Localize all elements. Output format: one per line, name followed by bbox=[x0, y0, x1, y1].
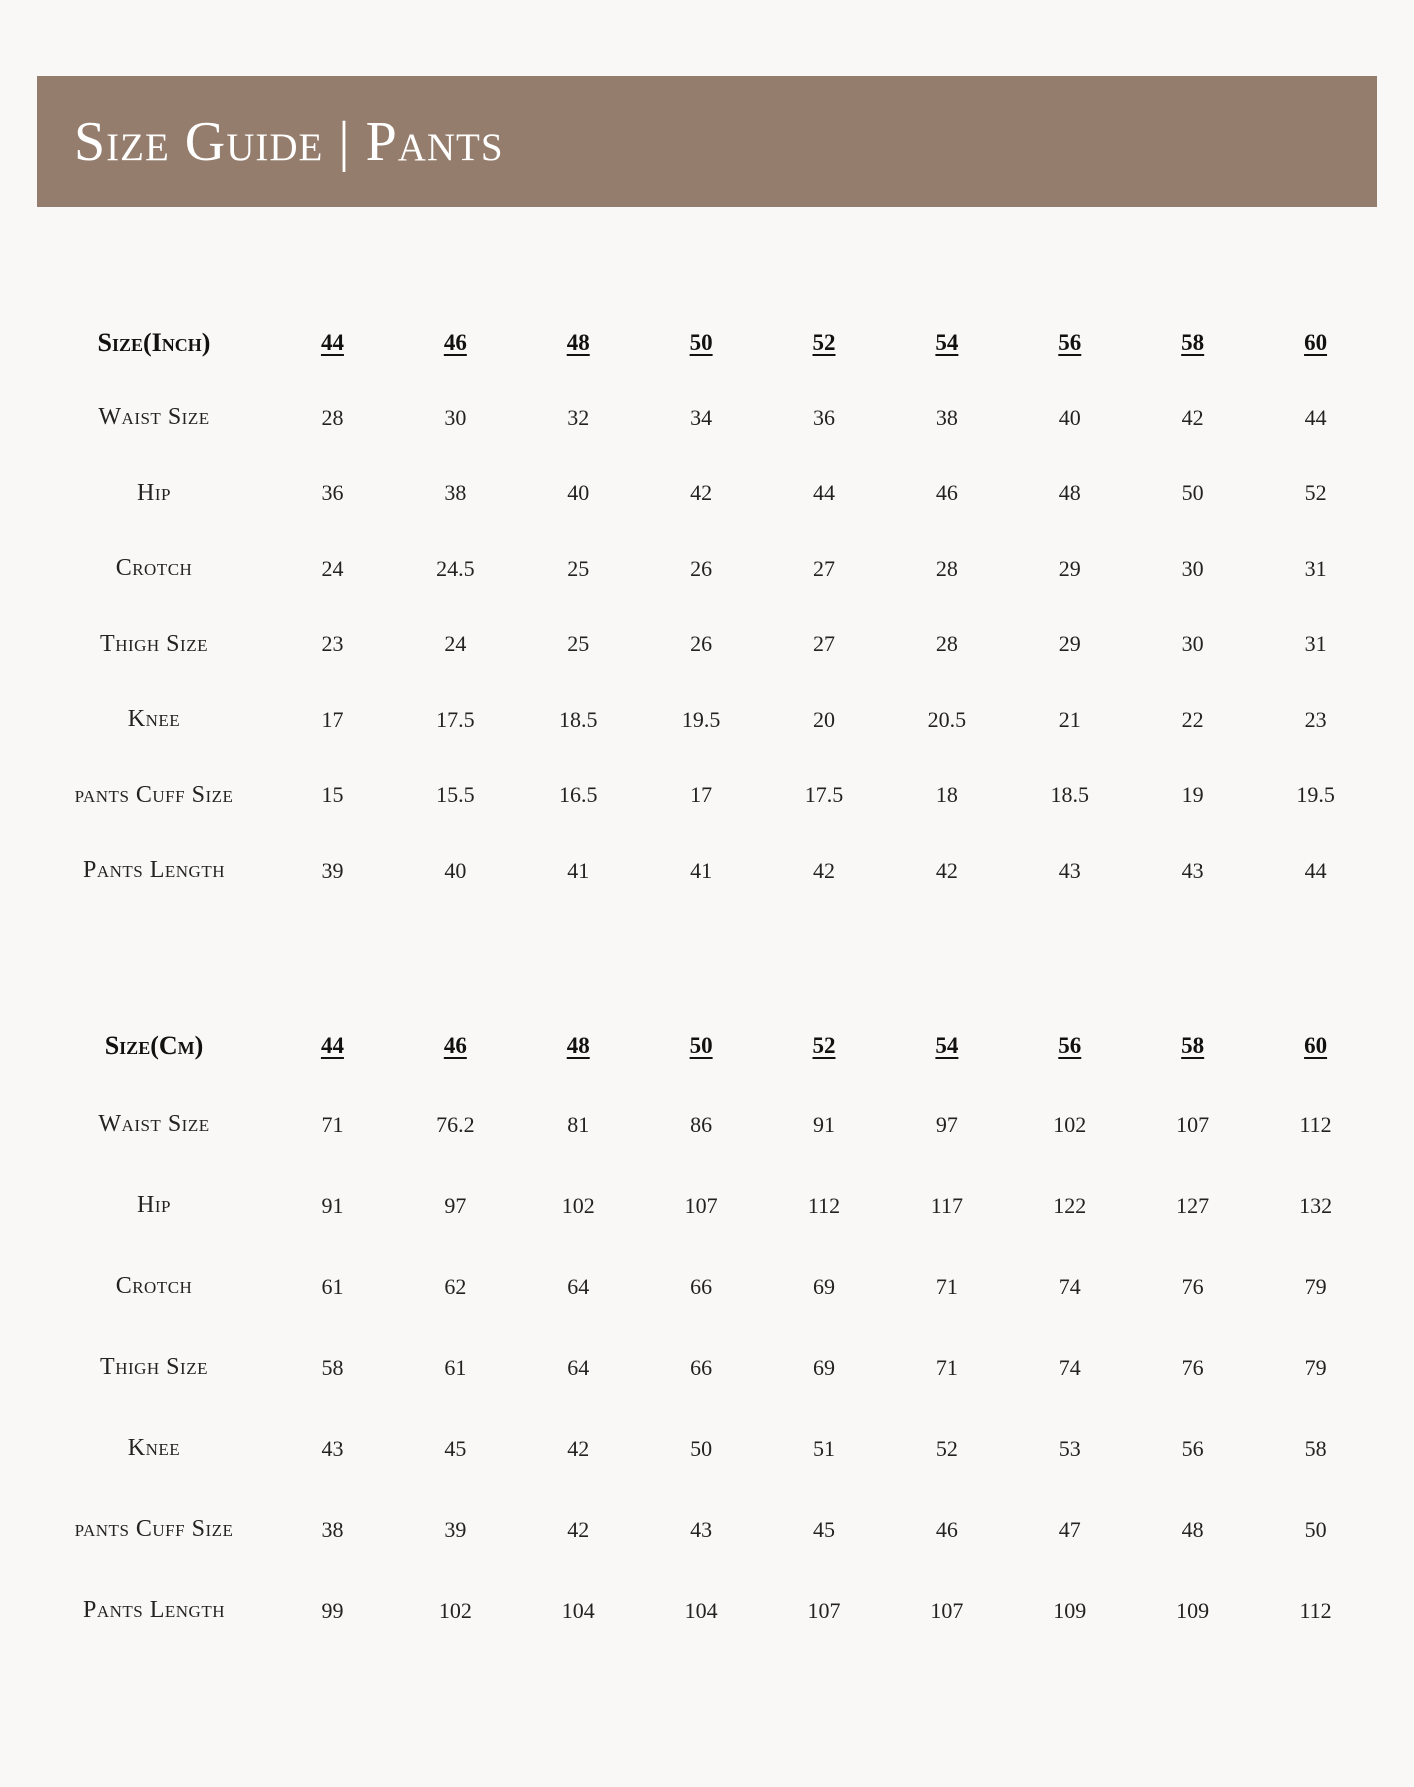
measurement-cell: 39 bbox=[444, 1516, 467, 1542]
measurement-cell: 22 bbox=[1181, 706, 1204, 732]
size-header-48: 48 bbox=[566, 329, 590, 355]
row-label: Pants Length bbox=[83, 1597, 225, 1623]
measurement-cell: 32 bbox=[567, 404, 590, 430]
row-label: Thigh Size bbox=[100, 1354, 208, 1380]
size-header-50: 50 bbox=[689, 329, 713, 355]
unit-label: Size(Inch) bbox=[97, 327, 211, 357]
measurement-cell: 44 bbox=[1304, 404, 1327, 430]
measurement-cell: 30 bbox=[1181, 555, 1204, 581]
measurement-cell: 18 bbox=[935, 782, 958, 808]
measurement-cell: 66 bbox=[690, 1354, 713, 1380]
size-header-50: 50 bbox=[689, 1033, 713, 1058]
measurement-cell: 50 bbox=[690, 1435, 713, 1461]
measurement-cell: 44 bbox=[1304, 857, 1327, 883]
measurement-cell: 50 bbox=[1181, 480, 1204, 506]
measurement-cell: 38 bbox=[321, 1516, 344, 1542]
measurement-cell: 102 bbox=[561, 1192, 595, 1218]
size-header-58: 58 bbox=[1181, 1033, 1205, 1058]
measurement-cell: 104 bbox=[561, 1597, 595, 1623]
measurement-cell: 58 bbox=[321, 1354, 344, 1380]
measurement-cell: 61 bbox=[444, 1354, 467, 1380]
measurement-cell: 36 bbox=[813, 404, 835, 430]
measurement-cell: 26 bbox=[690, 555, 713, 581]
table-row bbox=[37, 833, 1377, 909]
measurement-cell: 17 bbox=[321, 706, 344, 732]
row-label: Waist Size bbox=[98, 1111, 210, 1137]
table-header-row bbox=[37, 1008, 1377, 1084]
measurement-cell: 74 bbox=[1058, 1354, 1081, 1380]
measurement-cell: 19.5 bbox=[1296, 782, 1335, 808]
measurement-cell: 109 bbox=[1176, 1597, 1210, 1623]
size-header-52: 52 bbox=[812, 329, 836, 355]
measurement-cell: 42 bbox=[813, 857, 835, 883]
measurement-cell: 29 bbox=[1058, 555, 1081, 581]
measurement-cell: 71 bbox=[935, 1273, 958, 1299]
measurement-cell: 45 bbox=[444, 1435, 467, 1461]
measurement-cell: 40 bbox=[567, 480, 590, 506]
measurement-cell: 97 bbox=[935, 1111, 958, 1137]
measurement-cell: 97 bbox=[444, 1192, 467, 1218]
measurement-cell: 102 bbox=[438, 1597, 472, 1623]
header-banner bbox=[37, 76, 1377, 207]
measurement-cell: 41 bbox=[690, 857, 713, 883]
table-row bbox=[37, 1084, 1377, 1165]
size-header-46: 46 bbox=[443, 1033, 467, 1058]
measurement-cell: 31 bbox=[1304, 631, 1327, 657]
measurement-cell: 48 bbox=[1181, 1516, 1204, 1542]
measurement-cell: 42 bbox=[567, 1516, 590, 1542]
measurement-cell: 19.5 bbox=[681, 706, 721, 732]
row-label: Knee bbox=[127, 1435, 181, 1461]
measurement-cell: 23 bbox=[321, 631, 344, 657]
measurement-cell: 69 bbox=[813, 1354, 835, 1380]
row-label: Pants Length bbox=[83, 857, 225, 884]
measurement-cell: 42 bbox=[935, 857, 958, 883]
measurement-cell: 39 bbox=[321, 857, 344, 883]
measurement-cell: 20 bbox=[813, 706, 835, 732]
measurement-cell: 46 bbox=[935, 480, 958, 506]
size-header-56: 56 bbox=[1058, 329, 1082, 355]
measurement-cell: 69 bbox=[813, 1273, 835, 1299]
size-header-48: 48 bbox=[566, 1033, 590, 1058]
row-label: Waist Size bbox=[98, 404, 210, 431]
size-header-44: 44 bbox=[320, 329, 344, 355]
measurement-cell: 58 bbox=[1304, 1435, 1327, 1461]
measurement-cell: 31 bbox=[1304, 555, 1327, 581]
size-header-58: 58 bbox=[1181, 329, 1205, 355]
measurement-cell: 16.5 bbox=[558, 782, 598, 808]
measurement-cell: 64 bbox=[567, 1273, 590, 1299]
measurement-cell: 76 bbox=[1181, 1273, 1204, 1299]
measurement-cell: 41 bbox=[567, 857, 590, 883]
measurement-cell: 81 bbox=[567, 1111, 590, 1137]
measurement-cell: 47 bbox=[1058, 1516, 1081, 1542]
table-row bbox=[37, 758, 1377, 834]
measurement-cell: 24 bbox=[321, 555, 344, 581]
measurement-cell: 53 bbox=[1058, 1435, 1081, 1461]
measurement-cell: 76 bbox=[1181, 1354, 1204, 1380]
table-row bbox=[37, 1489, 1377, 1570]
measurement-cell: 74 bbox=[1058, 1273, 1081, 1299]
measurement-cell: 17.5 bbox=[436, 706, 475, 732]
measurement-cell: 64 bbox=[567, 1354, 590, 1380]
measurement-cell: 30 bbox=[444, 404, 467, 430]
measurement-cell: 107 bbox=[1176, 1111, 1210, 1137]
table-header-row bbox=[37, 305, 1377, 380]
measurement-cell: 52 bbox=[1304, 480, 1327, 506]
table-row bbox=[37, 1408, 1377, 1489]
measurement-cell: 109 bbox=[1053, 1597, 1087, 1623]
measurement-cell: 52 bbox=[935, 1435, 958, 1461]
table-row bbox=[37, 1246, 1377, 1327]
measurement-cell: 107 bbox=[807, 1597, 841, 1623]
measurement-cell: 46 bbox=[935, 1516, 958, 1542]
measurement-cell: 112 bbox=[807, 1192, 841, 1218]
measurement-cell: 43 bbox=[321, 1435, 344, 1461]
row-label: Crotch bbox=[115, 555, 193, 582]
size-header-54: 54 bbox=[935, 329, 959, 355]
measurement-cell: 112 bbox=[1299, 1111, 1332, 1137]
measurement-cell: 86 bbox=[690, 1111, 713, 1137]
measurement-cell: 42 bbox=[690, 480, 713, 506]
measurement-cell: 76.2 bbox=[436, 1111, 475, 1137]
row-label: Thigh Size bbox=[100, 630, 208, 657]
measurement-cell: 42 bbox=[567, 1435, 590, 1461]
measurement-cell: 23 bbox=[1304, 706, 1327, 732]
measurement-cell: 99 bbox=[321, 1597, 344, 1623]
measurement-cell: 29 bbox=[1058, 631, 1081, 657]
measurement-cell: 34 bbox=[690, 404, 713, 430]
measurement-cell: 127 bbox=[1176, 1192, 1210, 1218]
size-table-cm bbox=[37, 1008, 1377, 1651]
measurement-cell: 62 bbox=[444, 1273, 467, 1299]
measurement-cell: 51 bbox=[813, 1435, 835, 1461]
measurement-cell: 42 bbox=[1181, 404, 1204, 430]
size-header-46: 46 bbox=[443, 329, 467, 355]
table-row bbox=[37, 531, 1377, 607]
table-row bbox=[37, 682, 1377, 758]
size-table-inch bbox=[37, 305, 1377, 909]
measurement-cell: 44 bbox=[813, 480, 835, 506]
measurement-cell: 19 bbox=[1181, 782, 1204, 808]
measurement-cell: 38 bbox=[935, 404, 958, 430]
measurement-cell: 24 bbox=[444, 631, 467, 657]
measurement-cell: 26 bbox=[690, 631, 713, 657]
size-header-60: 60 bbox=[1304, 329, 1328, 355]
measurement-cell: 50 bbox=[1304, 1516, 1327, 1542]
measurement-cell: 27 bbox=[813, 631, 835, 657]
row-label: Hip bbox=[137, 1192, 171, 1218]
measurement-cell: 18.5 bbox=[1050, 782, 1090, 808]
measurement-cell: 15 bbox=[321, 782, 344, 808]
measurement-cell: 107 bbox=[684, 1192, 718, 1218]
measurement-cell: 45 bbox=[813, 1516, 835, 1542]
size-header-44: 44 bbox=[320, 1033, 344, 1058]
measurement-cell: 15.5 bbox=[436, 782, 475, 808]
row-label: Hip bbox=[137, 479, 171, 506]
measurement-cell: 25 bbox=[567, 631, 590, 657]
measurement-cell: 43 bbox=[1058, 857, 1081, 883]
table-row bbox=[37, 380, 1377, 456]
measurement-cell: 21 bbox=[1058, 706, 1081, 732]
row-label: Crotch bbox=[115, 1273, 193, 1299]
measurement-cell: 79 bbox=[1304, 1273, 1327, 1299]
measurement-cell: 71 bbox=[321, 1111, 344, 1137]
measurement-cell: 20.5 bbox=[927, 706, 967, 732]
measurement-cell: 28 bbox=[935, 555, 958, 581]
table-row bbox=[37, 1165, 1377, 1246]
measurement-cell: 122 bbox=[1053, 1192, 1087, 1218]
measurement-cell: 30 bbox=[1181, 631, 1204, 657]
measurement-cell: 102 bbox=[1053, 1111, 1087, 1137]
size-header-52: 52 bbox=[812, 1033, 836, 1058]
measurement-cell: 66 bbox=[690, 1273, 713, 1299]
measurement-cell: 17.5 bbox=[804, 782, 844, 808]
measurement-cell: 18.5 bbox=[558, 706, 598, 732]
measurement-cell: 28 bbox=[321, 404, 344, 430]
measurement-cell: 36 bbox=[321, 480, 344, 506]
measurement-cell: 25 bbox=[567, 555, 590, 581]
measurement-cell: 38 bbox=[444, 480, 467, 506]
measurement-cell: 17 bbox=[690, 782, 713, 808]
measurement-cell: 28 bbox=[935, 631, 958, 657]
measurement-cell: 61 bbox=[321, 1273, 344, 1299]
row-label: pants Cuff Size bbox=[74, 781, 234, 808]
measurement-cell: 112 bbox=[1299, 1597, 1332, 1623]
unit-label: Size(Cm) bbox=[104, 1031, 204, 1060]
measurement-cell: 43 bbox=[690, 1516, 713, 1542]
measurement-cell: 117 bbox=[930, 1192, 963, 1218]
size-header-60: 60 bbox=[1304, 1033, 1328, 1058]
table-row bbox=[37, 1570, 1377, 1651]
table-row bbox=[37, 607, 1377, 683]
table-row bbox=[37, 1327, 1377, 1408]
page-title: Size Guide | Pants bbox=[74, 110, 504, 173]
measurement-cell: 27 bbox=[813, 555, 835, 581]
measurement-cell: 24.5 bbox=[436, 555, 475, 581]
measurement-cell: 56 bbox=[1181, 1435, 1204, 1461]
measurement-cell: 91 bbox=[321, 1192, 344, 1218]
measurement-cell: 43 bbox=[1181, 857, 1204, 883]
measurement-cell: 91 bbox=[813, 1111, 835, 1137]
measurement-cell: 48 bbox=[1058, 480, 1081, 506]
size-header-54: 54 bbox=[935, 1033, 959, 1058]
measurement-cell: 132 bbox=[1299, 1192, 1333, 1218]
measurement-cell: 40 bbox=[444, 857, 467, 883]
table-row bbox=[37, 456, 1377, 532]
measurement-cell: 104 bbox=[684, 1597, 718, 1623]
row-label: Knee bbox=[127, 706, 181, 733]
measurement-cell: 79 bbox=[1304, 1354, 1327, 1380]
measurement-cell: 40 bbox=[1058, 404, 1081, 430]
measurement-cell: 107 bbox=[930, 1597, 964, 1623]
measurement-cell: 71 bbox=[935, 1354, 958, 1380]
size-header-56: 56 bbox=[1058, 1033, 1082, 1058]
row-label: pants Cuff Size bbox=[74, 1516, 234, 1542]
